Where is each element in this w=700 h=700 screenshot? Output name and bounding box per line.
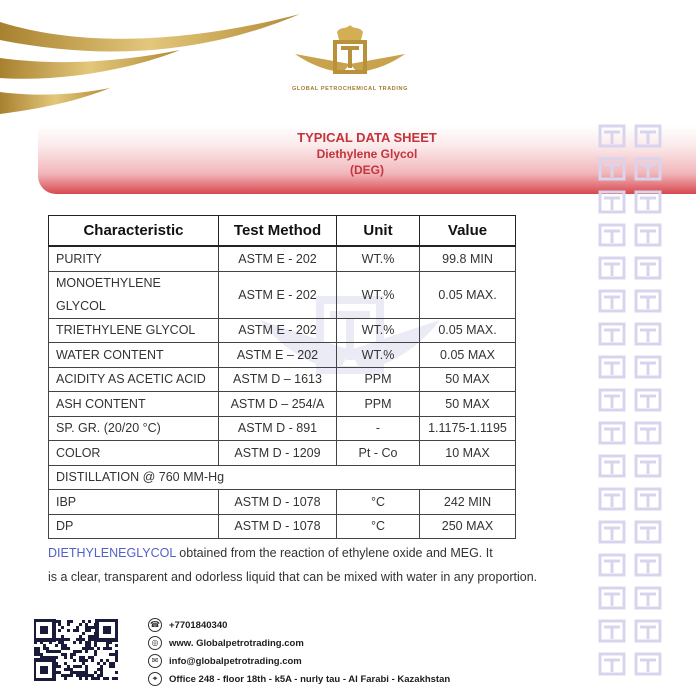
cell-characteristic: DP	[49, 514, 219, 539]
header-characteristic: Characteristic	[49, 216, 219, 247]
mail-icon: ✉	[148, 654, 162, 668]
contact-phone[interactable]	[148, 618, 227, 632]
cell-characteristic: COLOR	[49, 441, 219, 466]
pattern-mark	[600, 324, 624, 344]
sheet-title: TYPICAL DATA SHEET	[297, 130, 437, 145]
email-text: info@globalpetrotrading.com	[169, 655, 302, 667]
table-row	[49, 416, 516, 441]
pattern-mark	[636, 522, 660, 542]
side-logo-pattern	[596, 118, 666, 688]
pattern-mark	[600, 390, 624, 410]
pattern-mark	[636, 258, 660, 278]
pattern-mark	[636, 456, 660, 476]
phone-text: +7701840340	[169, 619, 228, 631]
cell-test-method: ASTM D – 254/A	[219, 392, 337, 417]
pattern-mark	[636, 423, 660, 443]
cell-characteristic: MONOETHYLENE GLYCOL	[49, 271, 219, 318]
website-text: www. Globalpetrotrading.com	[169, 637, 304, 649]
logo-caption: GLOBAL PETROCHEMICAL TRADING	[292, 86, 408, 92]
description-line-1	[48, 546, 493, 560]
table-row	[49, 246, 516, 271]
pattern-mark	[600, 456, 624, 476]
pattern-mark	[600, 621, 624, 641]
table-row	[49, 318, 516, 343]
cell-unit: -	[337, 416, 420, 441]
pattern-mark	[600, 258, 624, 278]
cell-value: 0.05 MAX.	[420, 318, 516, 343]
cell-unit: PPM	[337, 392, 420, 417]
table-section-row	[49, 465, 516, 490]
cell-characteristic: TRIETHYLENE GLYCOL	[49, 318, 219, 343]
description-text: obtained from the reaction of ethylene oxide and MEG. It	[175, 546, 493, 560]
cell-characteristic: IBP	[49, 490, 219, 515]
pattern-mark	[600, 225, 624, 245]
pattern-mark	[600, 291, 624, 311]
cell-unit: WT.%	[337, 343, 420, 368]
cell-test-method: ASTM D – 1613	[219, 367, 337, 392]
pattern-mark	[636, 192, 660, 212]
pattern-mark	[600, 192, 624, 212]
pattern-mark	[600, 654, 624, 674]
cell-value: 250 MAX	[420, 514, 516, 539]
decorative-swooshes	[0, 0, 310, 120]
location-icon: ⌖	[148, 672, 162, 686]
cell-unit: WT.%	[337, 318, 420, 343]
cell-unit: WT.%	[337, 271, 420, 318]
cell-value: 50 MAX	[420, 392, 516, 417]
cell-characteristic: ACIDITY AS ACETIC ACID	[49, 367, 219, 392]
pattern-mark	[636, 621, 660, 641]
cell-characteristic: PURITY	[49, 246, 219, 271]
contact-website[interactable]	[148, 636, 304, 650]
pattern-mark	[636, 159, 660, 179]
cell-test-method: ASTM D - 891	[219, 416, 337, 441]
product-abbrev: (DEG)	[350, 163, 384, 177]
cell-test-method: ASTM E - 202	[219, 318, 337, 343]
cell-value: 10 MAX	[420, 441, 516, 466]
cell-characteristic: ASH CONTENT	[49, 392, 219, 417]
pattern-mark	[636, 225, 660, 245]
product-highlight: DIETHYLENEGLYCOL	[48, 546, 176, 560]
contact-email[interactable]	[148, 654, 302, 668]
pattern-mark	[636, 654, 660, 674]
table-row	[49, 343, 516, 368]
table-row	[49, 271, 516, 318]
cell-test-method: ASTM D - 1078	[219, 490, 337, 515]
cell-unit: WT.%	[337, 246, 420, 271]
cell-test-method: ASTM E - 202	[219, 246, 337, 271]
phone-icon: ☎	[148, 618, 162, 632]
pattern-mark	[600, 522, 624, 542]
table-header-row	[49, 216, 516, 247]
pattern-mark	[600, 555, 624, 575]
pattern-mark	[600, 489, 624, 509]
cell-characteristic: WATER CONTENT	[49, 343, 219, 368]
pattern-mark	[636, 291, 660, 311]
cell-value: 0.05 MAX.	[420, 271, 516, 318]
contact-address	[148, 672, 450, 686]
header-test-method: Test Method	[219, 216, 337, 247]
pattern-mark	[636, 489, 660, 509]
table-row	[49, 514, 516, 539]
qr-code[interactable]	[34, 619, 118, 681]
pattern-mark	[600, 357, 624, 377]
table-row	[49, 490, 516, 515]
address-text: Office 248 - floor 18th - k5A - nurly tau - Al Farabi - Kazakhstan	[169, 673, 451, 685]
cell-value: 50 MAX	[420, 367, 516, 392]
section-distillation: DISTILLATION @ 760 MM-Hg	[49, 465, 516, 490]
product-name: Diethylene Glycol	[316, 147, 418, 161]
cell-unit: Pt - Co	[337, 441, 420, 466]
cell-test-method: ASTM D - 1209	[219, 441, 337, 466]
cell-test-method: ASTM E - 202	[219, 271, 337, 318]
table-row	[49, 441, 516, 466]
cell-test-method: ASTM D - 1078	[219, 514, 337, 539]
description-line-2: is a clear, transparent and odorless liquid that can be mixed with water in any proportion.	[48, 570, 538, 584]
pattern-mark	[600, 159, 624, 179]
table-row	[49, 392, 516, 417]
cell-unit: °C	[337, 514, 420, 539]
cell-value: 242 MIN	[420, 490, 516, 515]
pattern-mark	[636, 126, 660, 146]
header-unit: Unit	[337, 216, 420, 247]
cell-test-method: ASTM E – 202	[219, 343, 337, 368]
globe-icon: ◎	[148, 636, 162, 650]
pattern-mark	[636, 357, 660, 377]
table-row	[49, 367, 516, 392]
pattern-mark	[600, 126, 624, 146]
cell-value: 99.8 MIN	[420, 246, 516, 271]
pattern-mark	[636, 324, 660, 344]
cell-value: 1.1175-1.1195	[420, 416, 516, 441]
spec-table	[48, 215, 516, 539]
pattern-mark	[636, 555, 660, 575]
pattern-mark	[600, 588, 624, 608]
header-value: Value	[420, 216, 516, 247]
pattern-mark	[636, 588, 660, 608]
pattern-mark	[600, 423, 624, 443]
cell-characteristic: SP. GR. (20/20 °C)	[49, 416, 219, 441]
cell-value: 0.05 MAX	[420, 343, 516, 368]
cell-unit: °C	[337, 490, 420, 515]
cell-unit: PPM	[337, 367, 420, 392]
pattern-mark	[636, 390, 660, 410]
